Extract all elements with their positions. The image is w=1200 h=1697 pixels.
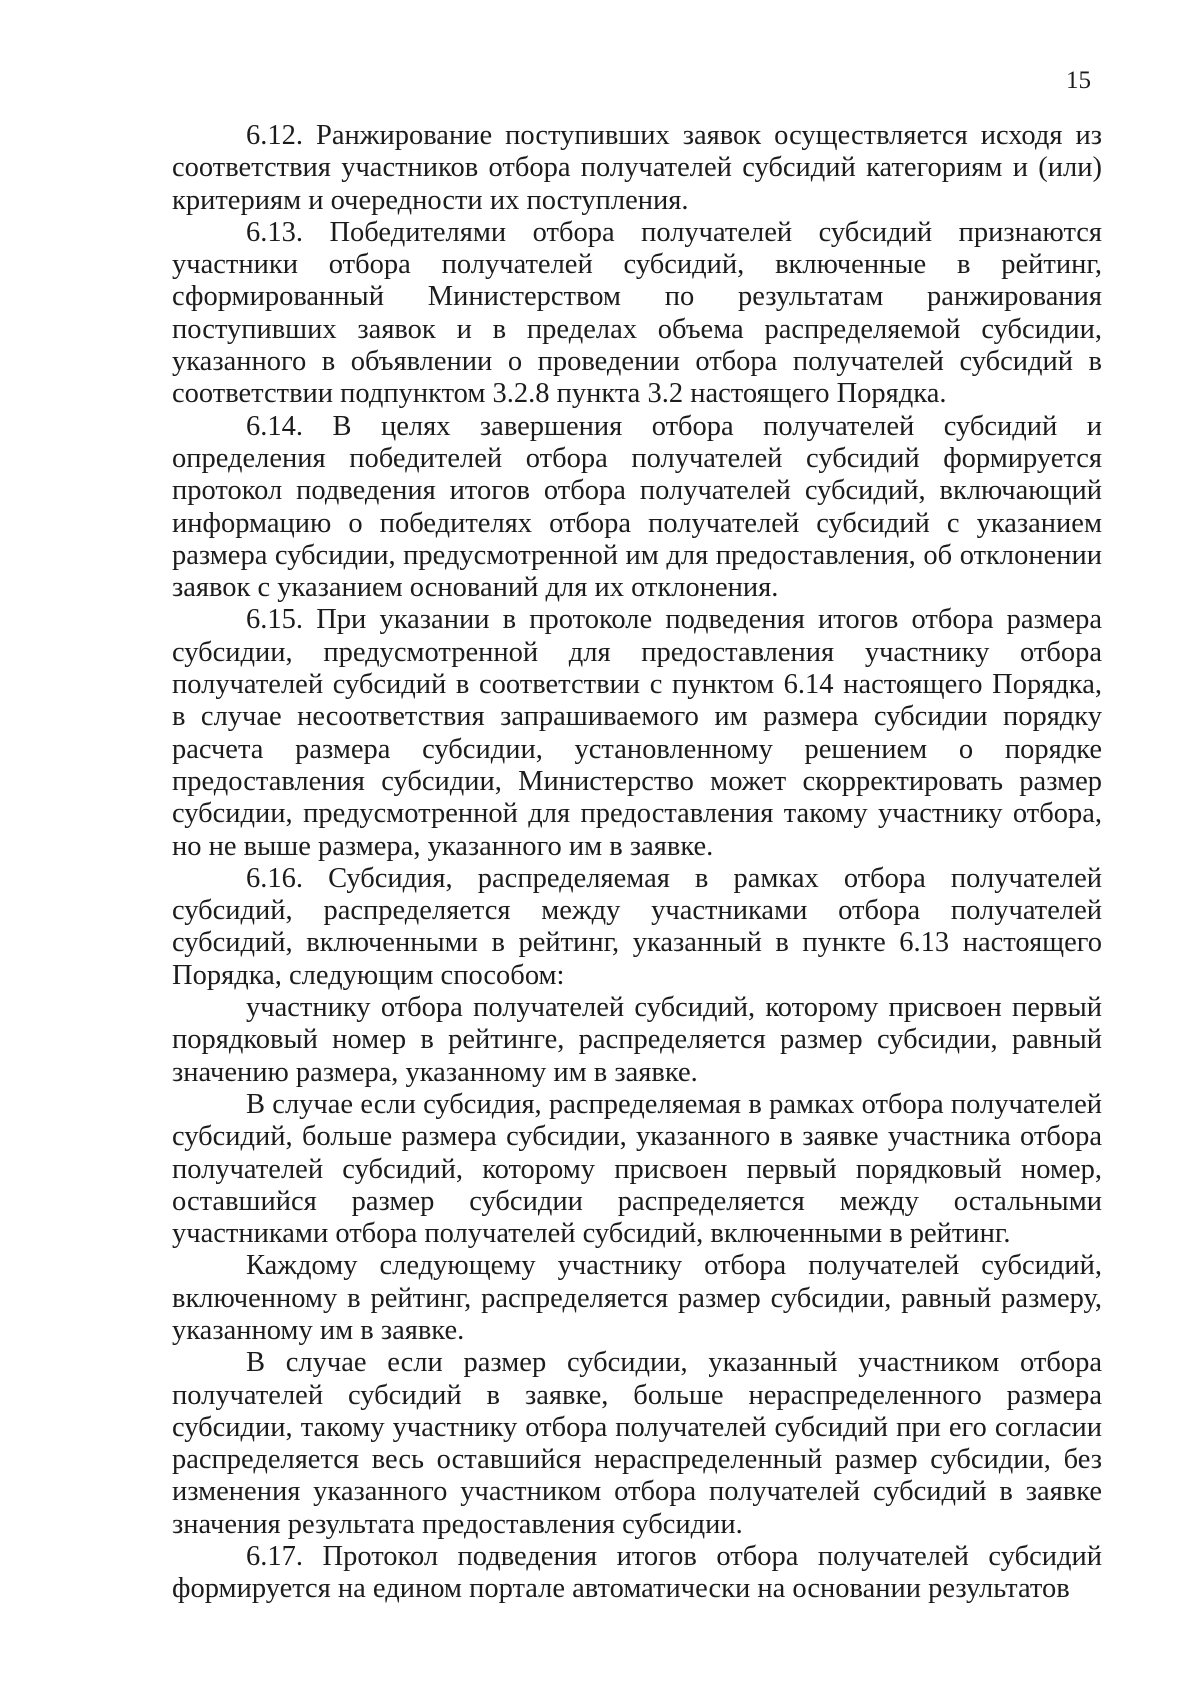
paragraph-6-16-next-participant: Каждому следующему участнику отбора получателей субсидий, включенному в рейтинг, распределяется размер субсидии, равный размеру, указанному им в заявке.	[172, 1250, 1102, 1346]
paragraph-6-16-remaining-subsidy: В случае если субсидия, распределяемая в рамках отбора получателей субсидий, больше размера субсидии, указанного в заявке участника отбора получателей субсидий, которому присвоен первый порядковый номер, оставшийся размер субсидии распределяется между остальными участниками отбора получателей субсидий, включенными в рейтинг.	[172, 1088, 1102, 1250]
paragraph-6-16-first-participant: участнику отбора получателей субсидий, которому присвоен первый порядковый номер в рейтинге, распределяется размер субсидии, равный значению размера, указанному им в заявке.	[172, 992, 1102, 1088]
document-body	[172, 120, 1102, 1606]
paragraph-6-16: 6.16. Субсидия, распределяемая в рамках отбора получателей субсидий, распределяется между участниками отбора получателей субсидий, включенными в рейтинг, указанный в пункте 6.13 настоящего Порядка, следующим способом:	[172, 862, 1102, 991]
paragraph-6-13: 6.13. Победителями отбора получателей субсидий признаются участники отбора получателей субсидий, включенные в рейтинг, сформированный Министерством по результатам ранжирования поступивших заявок и в пределах объема распределяемой субсидии, указанного в объявлении о проведении отбора получателей субсидий в соответствии подпунктом 3.2.8 пункта 3.2 настоящего Порядка.	[172, 216, 1102, 410]
paragraph-6-12: 6.12. Ранжирование поступивших заявок осуществляется исходя из соответствия участников отбора получателей субсидий категориям и (или) критериям и очередности их поступления.	[172, 120, 1102, 216]
paragraph-6-17: 6.17. Протокол подведения итогов отбора получателей субсидий формируется на едином портале автоматически на основании результатов	[172, 1541, 1102, 1605]
paragraph-6-16-undistributed-subsidy: В случае если размер субсидии, указанный участником отбора получателей субсидий в заявке, больше нераспределенного размера субсидии, такому участнику отбора получателей субсидий при его согласии распределяется весь оставшийся нераспределенный размер субсидии, без изменения указанного участником отбора получателей субсидий в заявке значения результата предоставления субсидии.	[172, 1347, 1102, 1540]
page-number: 15	[1066, 67, 1091, 94]
paragraph-6-14: 6.14. В целях завершения отбора получателей субсидий и определения победителей отбора получателей субсидий формируется протокол подведения итогов отбора получателей субсидий, включающий информацию о победителях отбора получателей субсидий с указанием размера субсидии, предусмотренной им для предоставления, об отклонении заявок с указанием оснований для их отклонения.	[172, 410, 1102, 604]
paragraph-6-15: 6.15. При указании в протоколе подведения итогов отбора размера субсидии, предусмотренной для предоставления участнику отбора получателей субсидий в соответствии с пунктом 6.14 настоящего Порядка, в случае несоответствия запрашиваемого им размера субсидии порядку расчета размера субсидии, установленному решением о порядке предоставления субсидии, Министерство может скорректировать размер субсидии, предусмотренной для предоставления такому участнику отбора, но не выше размера, указанного им в заявке.	[172, 604, 1102, 862]
